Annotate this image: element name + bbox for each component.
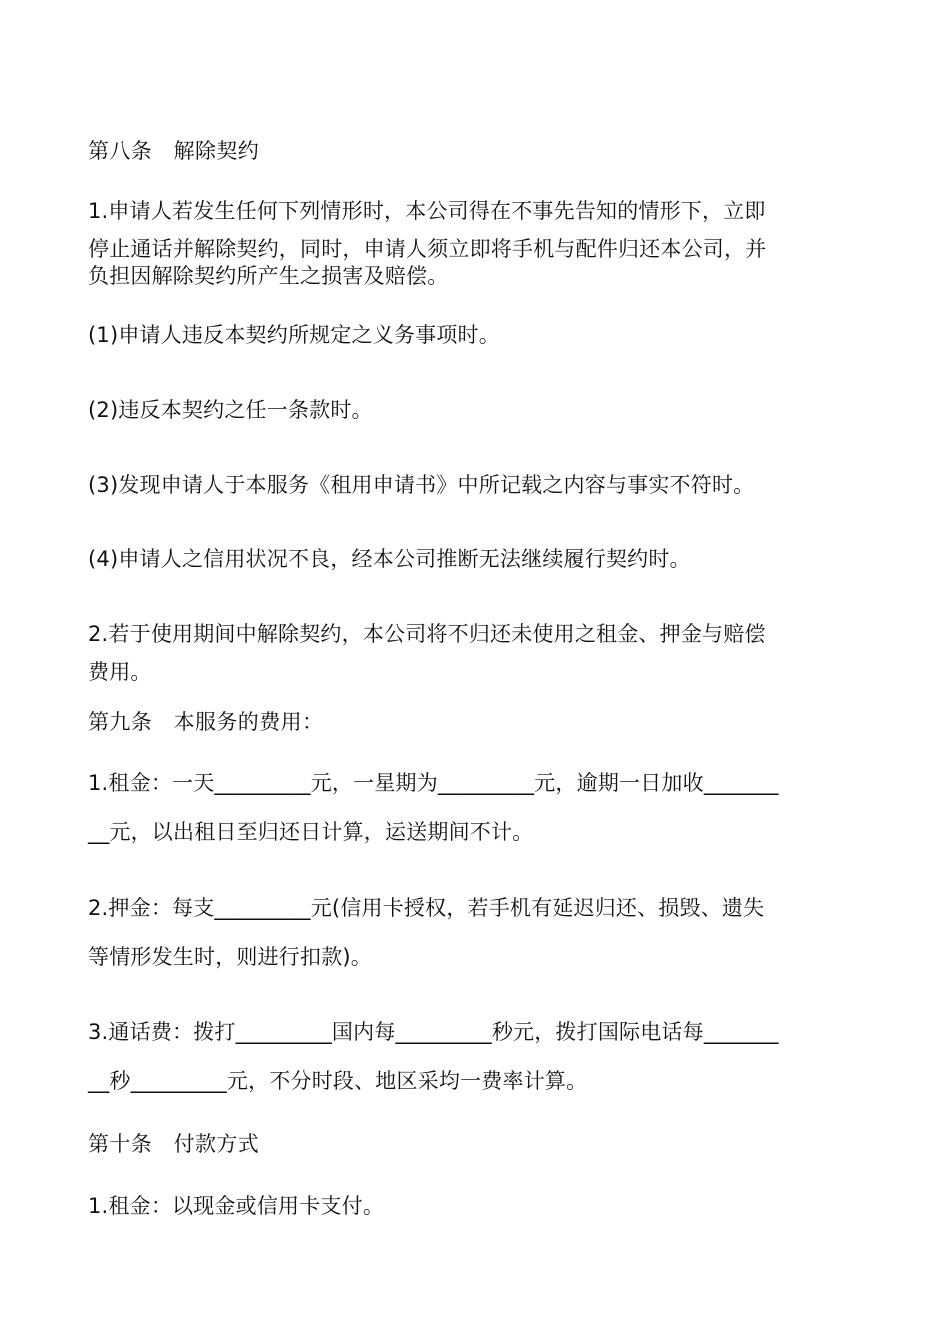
article-8-clause-2-line-1: 2.若于使用期间中解除契约，本公司将不归还未使用之租金、押金与赔偿: [88, 622, 766, 646]
article-9-rent-line-1: 1.租金：一天_________元，一星期为_________元，逾期一日加收_______: [88, 771, 779, 795]
article-8-clause-1-line-1: 1.申请人若发生任何下列情形时，本公司得在不事先告知的情形下，立即: [88, 199, 766, 223]
article-10-clause-1: 1.租金：以现金或信用卡支付。: [88, 1194, 385, 1218]
article-8-item-3: (3)发现申请人于本服务《租用申请书》中所记载之内容与事实不符时。: [88, 473, 755, 497]
article-9-deposit-line-1: 2.押金：每支_________元(信用卡授权，若手机有延迟归还、损毁、遗失: [88, 896, 765, 920]
article-8-heading: 第八条 解除契约: [88, 139, 260, 163]
article-9-rent-line-2: __元，以出租日至归还日计算，运送期间不计。: [88, 820, 534, 844]
article-8-clause-1-line-2: 停止通话并解除契约，同时，申请人须立即将手机与配件归还本公司，并: [88, 237, 767, 261]
article-9-call-fee-line-2: __秒_________元，不分时段、地区采均一费率计算。: [88, 1069, 588, 1093]
article-8-clause-1-line-3: 负担因解除契约所产生之损害及赔偿。: [88, 264, 449, 288]
article-8-item-1: (1)申请人违反本契约所规定之义务事项时。: [88, 323, 500, 347]
article-8-clause-2-line-2: 费用。: [88, 660, 152, 684]
article-9-heading: 第九条 本服务的费用：: [88, 710, 324, 734]
article-9-call-fee-line-1: 3.通话费：拨打_________国内每_________秒元，拨打国际电话每_______: [88, 1020, 779, 1044]
article-10-heading: 第十条 付款方式: [88, 1132, 260, 1156]
article-9-deposit-line-2: 等情形发生时，则进行扣款)。: [88, 945, 372, 969]
article-8-item-4: (4)申请人之信用状况不良，经本公司推断无法继续履行契约时。: [88, 547, 691, 571]
article-8-item-2: (2)违反本契约之任一条款时。: [88, 398, 373, 422]
